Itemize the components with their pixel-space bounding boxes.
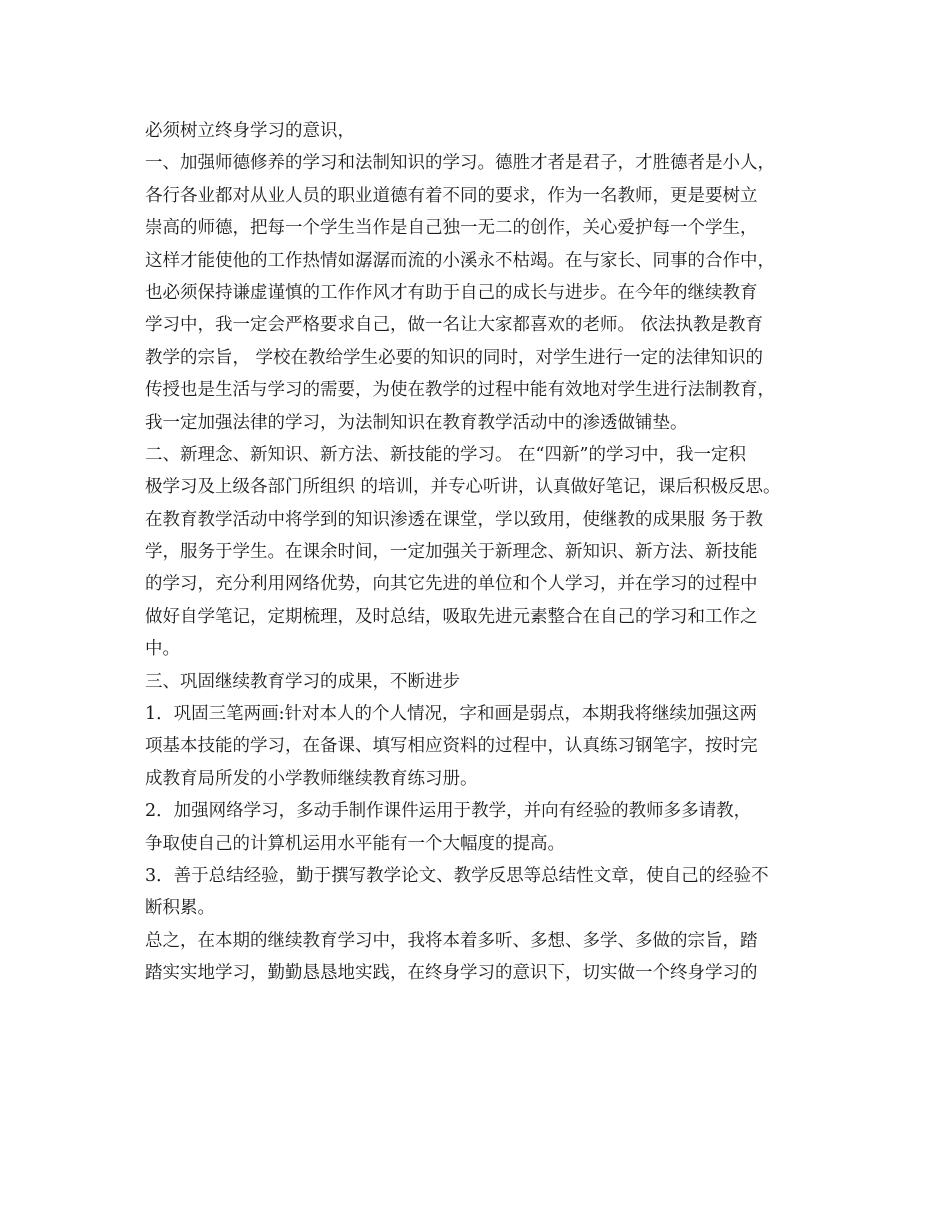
text-line: 这样才能使他的工作热情如潺潺而流的小溪永不枯竭。在与家长、同事的合作中， <box>145 250 775 271</box>
text-line: 各行各业都对从业人员的职业道德有着不同的要求，作为一名教师，更是要树立 <box>145 185 758 206</box>
text-line: 三、巩固继续教育学习的成果，不断进步 <box>145 671 460 692</box>
text-line: 一、加强师德修养的学习和法制知识的学习。德胜才者是君子，才胜德者是小人， <box>145 153 775 174</box>
text-line: 在教育教学活动中将学到的知识渗透在课堂，学以致用，使继教的成果服 务于教 <box>145 509 764 530</box>
text-line: 成教育局所发的小学教师继续教育练习册。 <box>145 768 478 789</box>
text-line: 传授也是生活与学习的需要，为使在教学的过程中能有效地对学生进行法制教育， <box>145 380 775 401</box>
text-line: 2．加强网络学习，多动手制作课件运用于教学，并向有经验的教师多多请教， <box>145 801 752 822</box>
text-line: 踏实实地学习，勤勤恳恳地实践，在终身学习的意识下，切实做一个终身学习的 <box>145 963 758 984</box>
text-line: 做好自学笔记，定期梳理，及时总结，吸取先进元素整合在自己的学习和工作之 <box>145 606 758 627</box>
text-line: 必须树立终身学习的意识， <box>145 121 355 141</box>
text-line: 断积累。 <box>145 898 215 919</box>
text-line: 总之，在本期的继续教育学习中，我将本着多听、多想、多学、多做的宗旨，踏 <box>145 930 758 951</box>
text-line: 学，服务于学生。在课余时间，一定加强关于新理念、新知识、新方法、新技能 <box>145 542 758 563</box>
text-line: 我一定加强法律的学习，为法制知识在教育教学活动中的渗透做铺垫。 <box>145 412 688 433</box>
text-line: 二、新理念、新知识、新方法、新技能的学习。 在“四新”的学习中，我一定积 <box>145 444 746 465</box>
text-line: 崇高的师德，把每一个学生当作是自己独一无二的创作，关心爱护每一个学生， <box>145 218 758 239</box>
text-line: 争取使自己的计算机运用水平能有一个大幅度的提高。 <box>145 833 565 854</box>
text-line: 也必须保持谦虚谨慎的工作作风才有助于自己的成长与进步。在今年的继续教育 <box>145 282 758 303</box>
text-line: 极学习及上级各部门所组织 的培训，并专心听讲，认真做好笔记，课后积极反思。 <box>145 477 781 498</box>
text-line: 3．善于总结经验，勤于撰写教学论文、教学反思等总结性文章，使自己的经验不 <box>145 865 769 886</box>
text-line: 中。 <box>145 639 180 660</box>
text-line: 教学的宗旨， 学校在教给学生必要的知识的同时，对学生进行一定的法律知识的 <box>145 347 764 368</box>
text-line: 的学习，充分利用网络优势，向其它先进的单位和个人学习，并在学习的过程中 <box>145 574 758 595</box>
text-line: 1．巩固三笔两画:针对本人的个人情况，字和画是弱点，本期我将继续加强这两 <box>145 704 758 725</box>
text-line: 学习中，我一定会严格要求自己，做一名让大家都喜欢的老师。 依法执教是教育 <box>145 315 764 336</box>
text-line: 项基本技能的学习，在备课、填写相应资料的过程中，认真练习钢笔字，按时完 <box>145 736 758 757</box>
document-body <box>145 115 815 990</box>
